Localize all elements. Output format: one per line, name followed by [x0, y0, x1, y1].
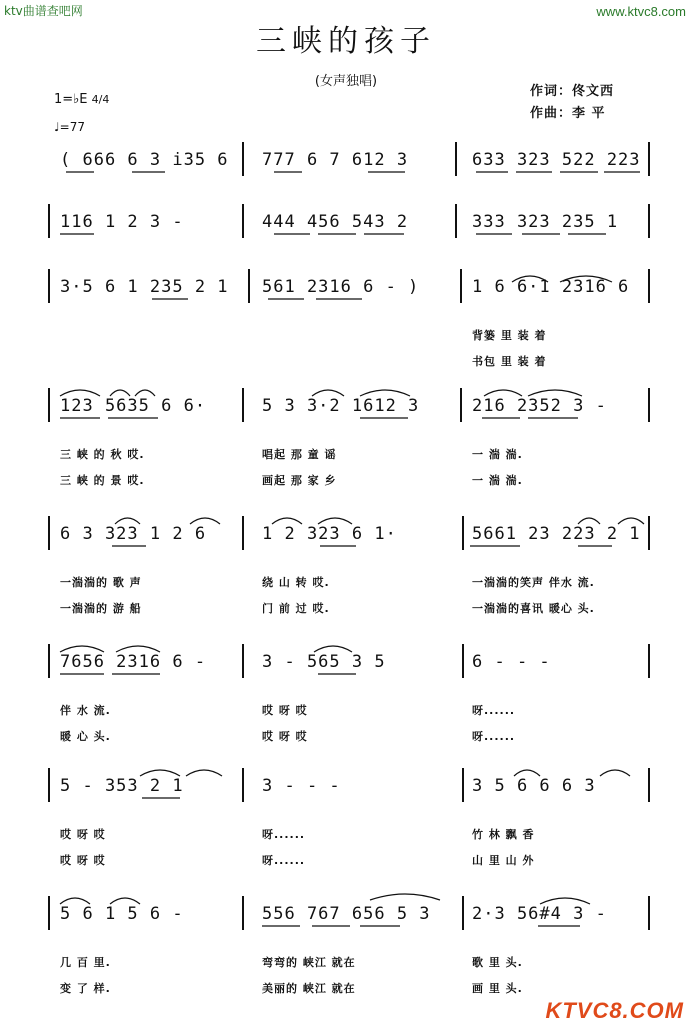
lyric-line: 暖 心 头. [60, 730, 111, 743]
lyric-line: 哎 呀 哎 [262, 704, 308, 717]
lyric-line: 一 湍 湍. [472, 448, 523, 461]
bar-line [648, 388, 650, 422]
measure-notes: 123 5635 6 6· [60, 396, 207, 416]
bar-line [455, 204, 457, 238]
lyric-line: 一湍湍的笑声 伴水 流. [472, 576, 595, 589]
song-subtitle: (女声独唱) [314, 74, 378, 89]
lyric-line: 竹 林 飘 香 [472, 828, 535, 841]
bar-line [242, 142, 244, 176]
measure-notes: 5 6 1 5 6 - [60, 904, 184, 924]
lyric-line: 一湍湍的 歌 声 [60, 576, 142, 589]
measure-notes: 5661 23 223 2 1 [472, 524, 641, 544]
bar-line [648, 269, 650, 303]
measure-notes: 2·3 56#4 3 - [472, 904, 607, 924]
measure-notes: 6 3 323 1 2 6 [60, 524, 207, 544]
measure-notes: 556 767 656 5 3 [262, 904, 431, 924]
bar-line [455, 142, 457, 176]
bar-line [48, 896, 50, 930]
bar-line [242, 896, 244, 930]
measure-notes: 3·5 6 1 235 2 1 [60, 277, 229, 297]
bar-line [460, 388, 462, 422]
slur-mark [370, 894, 440, 900]
bar-line [462, 896, 464, 930]
measure-notes: 333 323 235 1 [472, 212, 619, 232]
lyric-line: 伴 水 流. [60, 704, 111, 717]
measure-notes: 777 6 7 612 3 [262, 150, 409, 170]
lyric-line: 呀...... [262, 854, 306, 867]
lyric-line: 呀...... [472, 730, 516, 743]
bar-line [648, 644, 650, 678]
measure-notes: 5 - 353 2 1 [60, 776, 184, 796]
bar-line [248, 269, 250, 303]
measure-notes: 3 - - - [262, 776, 341, 796]
lyric-line: 绕 山 转 哎. [262, 576, 330, 589]
bar-line [48, 516, 50, 550]
lyric-line: 画起 那 家 乡 [262, 474, 337, 487]
measure-notes: 5 3 3·2 1612 3 [262, 396, 420, 416]
slur-mark [600, 770, 630, 776]
watermark-bottom: KTVC8.COM [545, 998, 684, 1023]
lyric-line: 书包 里 装 着 [472, 355, 547, 368]
measure-notes: 1 6 6·1 2316 6 [472, 277, 630, 297]
measure-notes: 3 - 565 3 5 [262, 652, 386, 672]
lyric-line: 哎 呀 哎 [60, 854, 106, 867]
bar-line [242, 388, 244, 422]
lyric-line: 门 前 过 哎. [262, 602, 330, 615]
measure-notes: 6 - - - [472, 652, 551, 672]
bar-line [242, 644, 244, 678]
lyric-line: 哎 呀 哎 [262, 730, 308, 743]
lyric-line: 背篓 里 装 着 [472, 329, 547, 342]
lyric-line: 呀...... [262, 828, 306, 841]
bar-line [460, 269, 462, 303]
bar-line [48, 768, 50, 802]
bar-line [462, 768, 464, 802]
measure-notes: 633 323 522 223 [472, 150, 641, 170]
slur-mark [186, 770, 222, 776]
lyric-line: 一 湍 湍. [472, 474, 523, 487]
lyric-line: 歌 里 头. [472, 956, 523, 969]
measure-notes: 561 2316 6 - ) [262, 277, 420, 297]
measure-notes: 444 456 543 2 [262, 212, 409, 232]
lyric-line: 三 峡 的 景 哎. [60, 474, 145, 487]
measure-notes: 7656 2316 6 - [60, 652, 207, 672]
tempo-mark: ♩=77 [54, 120, 85, 134]
bar-line [648, 142, 650, 176]
lyric-line: 画 里 头. [472, 982, 523, 995]
lyric-line: 唱起 那 童 谣 [262, 448, 337, 461]
bar-line [462, 644, 464, 678]
bar-line [242, 768, 244, 802]
measure-notes: 1 2 323 6 1· [262, 524, 397, 544]
time-signature: 4/4 [91, 93, 110, 106]
bar-line [462, 516, 464, 550]
composer-credit: 作曲：李 平 [530, 106, 606, 121]
key-label: 1=♭E [54, 92, 88, 107]
lyric-line: 哎 呀 哎 [60, 828, 106, 841]
lyric-line: 三 峡 的 秋 哎. [60, 448, 145, 461]
lyric-line: 弯弯的 峡江 就在 [262, 956, 356, 969]
lyric-line: 美丽的 峡江 就在 [262, 982, 356, 995]
bar-line [648, 768, 650, 802]
measure-notes: 3 5 6 6 6 3 [472, 776, 596, 796]
lyric-line: 呀...... [472, 704, 516, 717]
bar-line [648, 516, 650, 550]
lyric-line: 一湍湍的 游 船 [60, 602, 142, 615]
measure-notes: ( 666 6 3 i35 6 [60, 150, 229, 170]
lyric-line: 一湍湍的喜讯 暖心 头. [472, 602, 595, 615]
bar-line [48, 644, 50, 678]
watermark-top: ktv曲谱查吧网 [4, 4, 83, 18]
bar-line [48, 388, 50, 422]
key-signature [54, 92, 109, 107]
watermark-top-right[interactable]: www.ktvc8.com [596, 4, 686, 19]
measure-notes: 116 1 2 3 - [60, 212, 184, 232]
song-title: 三峡的孩子 [256, 24, 436, 59]
lyric-line: 变 了 样. [60, 982, 111, 995]
measure-notes: 216 2352 3 - [472, 396, 607, 416]
bar-line [242, 516, 244, 550]
bar-line [648, 896, 650, 930]
lyric-line: 几 百 里. [60, 956, 111, 969]
bar-line [648, 204, 650, 238]
bar-line [242, 204, 244, 238]
lyric-line: 山 里 山 外 [472, 854, 535, 867]
bar-line [48, 204, 50, 238]
lyricist-credit: 作词：佟文西 [530, 84, 615, 99]
bar-line [48, 269, 50, 303]
